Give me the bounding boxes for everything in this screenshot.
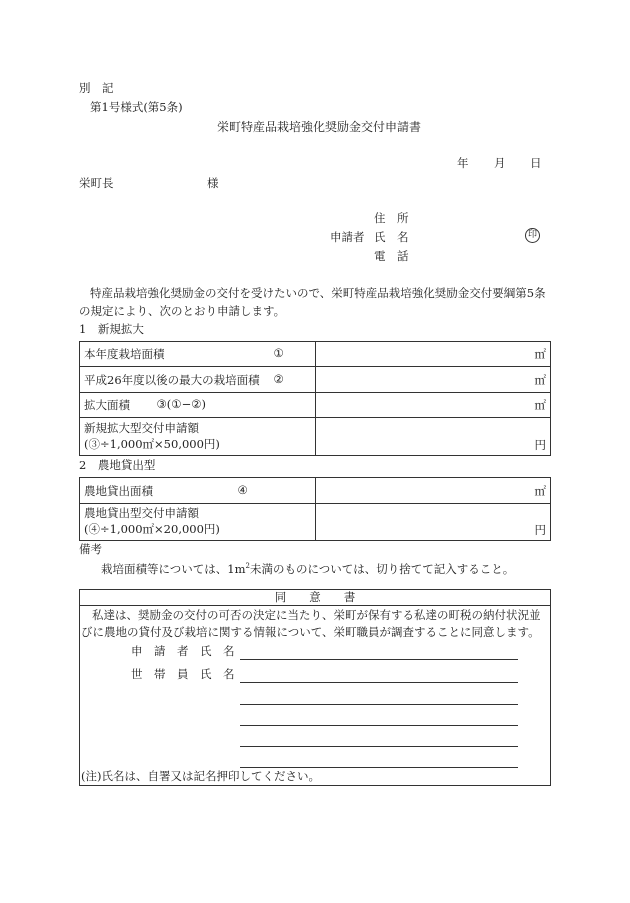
new-expansion-table: [79, 341, 551, 456]
table-cell-label: [80, 367, 316, 393]
household-signature-line[interactable]: [240, 767, 518, 768]
consent-household-label: 世 帯 員 氏 名: [131, 667, 235, 681]
applicant-signature-line[interactable]: [240, 659, 518, 660]
row-label: 本年度栽培面積: [84, 347, 165, 361]
remarks-unit: m: [234, 562, 246, 576]
consent-note: (注)氏名は、自署又は記名押印してください。: [81, 769, 320, 783]
row-label: 農地貸出面積: [84, 483, 153, 498]
form-title: 栄町特産品栽培強化奨励金交付申請書: [217, 120, 422, 134]
seal-mark: 印: [525, 228, 540, 243]
unit-label: ㎡: [534, 398, 546, 412]
table-row: [80, 478, 551, 504]
form-number: 第1号様式(第5条): [90, 100, 183, 114]
addressee-name: 栄町長: [79, 176, 114, 190]
table-row: [80, 418, 551, 456]
table-cell-label: [80, 342, 316, 367]
applicant-name-label: 氏 名: [374, 230, 409, 244]
area-value-cell[interactable]: [316, 342, 551, 367]
row-label: 拡大面積: [84, 398, 130, 412]
row-mark: ③(①−②): [156, 397, 207, 411]
appendix-label: 別 記: [79, 81, 114, 95]
remarks-unit-sup: 2: [245, 562, 250, 571]
unit-label: 円: [534, 438, 546, 452]
calc-formula: (③÷1,000㎡×50,000円): [84, 436, 220, 451]
date-day-label: 日: [530, 156, 542, 170]
row-mark: ④: [237, 482, 248, 497]
household-signature-line[interactable]: [240, 704, 518, 705]
consent-line-2: びに農地の貸付及び栽培に関する情報について、栄町職員が調査することに同意します。: [81, 625, 540, 639]
row-mark: ②: [273, 371, 284, 386]
consent-applicant-label: 申 請 者 氏 名: [131, 644, 235, 658]
remarks-heading: 備考: [79, 542, 102, 556]
row-mark: ①: [273, 346, 284, 360]
calc-label: 新規拡大型交付申請額: [84, 420, 199, 435]
amount-value-cell[interactable]: [316, 418, 551, 456]
table-cell-label: [80, 393, 316, 418]
table-cell-label: [80, 418, 316, 456]
row-label: 平成26年度以後の最大の栽培面積: [84, 372, 260, 387]
remarks-text-pre: 栽培面積等については、1: [101, 562, 235, 576]
date-year-label: 年: [457, 156, 469, 170]
unit-label: 円: [534, 523, 546, 537]
table-row: [80, 367, 551, 393]
amount-value-cell[interactable]: [316, 504, 551, 541]
date-month-label: 月: [494, 156, 506, 170]
remarks-text-post: 未満のものについては、切り捨てて記入すること。: [249, 562, 515, 576]
consent-title: 同 意 書: [80, 590, 550, 606]
table-cell-label: [80, 504, 316, 541]
intro-line-1: 特産品栽培強化奨励金の交付を受けたいので、栄町特産品栽培強化奨励金交付要綱第5条: [90, 286, 546, 300]
unit-label: ㎡: [534, 372, 546, 387]
section1-heading: 1 新規拡大: [79, 322, 144, 336]
area-value-cell[interactable]: [316, 478, 551, 504]
consent-line-1: 私達は、奨励金の交付の可否の決定に当たり、栄町が保有する私達の町税の納付状況並: [92, 608, 541, 622]
addressee-honorific: 様: [207, 176, 219, 190]
table-row: [80, 342, 551, 367]
unit-label: ㎡: [534, 347, 546, 361]
area-value-cell[interactable]: [316, 367, 551, 393]
applicant-phone-label: 電 話: [374, 249, 409, 263]
unit-label: ㎡: [534, 483, 546, 498]
household-signature-line[interactable]: [240, 746, 518, 747]
household-signature-line[interactable]: [240, 682, 518, 683]
applicant-address-label: 住 所: [374, 211, 409, 225]
calc-label: 農地貸出型交付申請額: [84, 506, 199, 521]
farmland-lending-table: [79, 477, 551, 541]
table-cell-label: [80, 478, 316, 504]
remarks-text: [101, 563, 514, 577]
area-value-cell[interactable]: [316, 393, 551, 418]
applicant-label: 申請者: [330, 230, 365, 244]
section2-heading: 2 農地貸出型: [79, 458, 156, 472]
table-row: [80, 393, 551, 418]
calc-formula: (④÷1,000㎡×20,000円): [84, 522, 220, 536]
table-row: [80, 504, 551, 541]
household-signature-line[interactable]: [240, 725, 518, 726]
consent-box: [79, 589, 551, 786]
intro-line-2: の規定により、次のとおり申請します。: [79, 304, 286, 318]
